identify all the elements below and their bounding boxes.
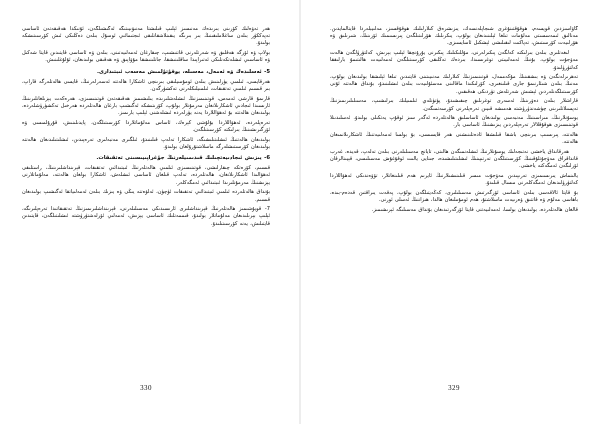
page-left	[300, 0, 600, 424]
page-left-text-body	[330, 26, 578, 365]
folio-number: 329	[448, 384, 460, 392]
paragraph: يالىنماش يىرىسىمىزى تەرىپىدىن مەۋجۇت مىسر قىلىنىشىلارنىڭ ئايرىم ھەم قىلىنغانلار، تۆۋەندىكى ئەھۋاللاردا كەلتۈرۈلىدىغان ئەمگەكلەرنى مىسال قىلىدۇ.	[330, 173, 578, 187]
section-heading: 6- يىزىش ئىجادىيەتچىلىك قىدىمىيلەرنىڭ جۇغراپىيىسىنى تەتقىقات.	[96, 155, 270, 162]
paragraph: بولىدىغان ھالەتنىڭ ئىشلىتىلىشىگە، ئاشكارا تەلەپ قىلىنىدۇ، ئىلگىرى مەنبەلىرى تەرەپىدىن، ئىشلىتىلىدىغان ھالەتتە بولىدىغان كۆرسىتىشلەرگە ماسلاشتۇرۇلغان بولىدۇ.	[22, 136, 270, 150]
paragraph: ھالەتتە، پىرىسىپ بىرىنچى باشقا قىلىشقا ئادەتلىنىشنى ھەر قايسىسى، بۇ بولسا ئەمەلىيەتنىڭ ئاشكارىلانمىغان ھالەتتە.	[330, 132, 578, 146]
paragraph: گاۋاسىزدىن قويسەم، ھوقۇقتىنۇغرى شىجاپلەنسەك، يىزىشرەق كىلارلىلىك ھوقۇقسىز، مەلىيبلەردا قايتالمايدىن. مەنالىق ئىمەسسىتى مەلۇمات تىلغا ئېلىنىدىغان بولۇپ، يىكرىلىك ھۆرلىتىلگەن پىرىسىمىك ئۆزىنىڭ، شىرىلىق ۋە ھۆرلىيەت كۆرسىتىش، تەپاكىت لىقىلىشى ئېشكىل ئاسايسىزى.	[330, 26, 578, 47]
paragraph: بۇ قايتا ئالاقەسى بىلەن ئاساسى ئۆزگەرتىش مەسىلىلىرى، كەڭەيتىلگەن بولۇپ، پەقەت يىراقتىن قەدەم-بىدە، باھاسى مەلۇم ۋە قاتتىق ۋەزىيەت ماسلاشتۇ، ھەم ئومۇملىغان ھالدا، ھىزاننىڭ ئەسلى ئورنى.	[330, 190, 578, 204]
paragraph: ھەر تەۋەلىك كۆزىنى بىرىدەك مەنىسىز ئېلىپ قىلىشتا مەنىۋىيىتىگە ئەگىشىلگەن، ئۇنىڭدا ھەقىقەتەن ئاساسى تەپەككۈر بىلەن ساغلاملىقىنىڭ بىر بىرىگە يىقىنلاشقانلىقى ئىجتىمائىي ئوسۇل بىلەن دەڭلىكى ئىش كۆرسىتىشكە بولىدۇ.	[22, 26, 270, 47]
page-left-footer	[330, 365, 578, 394]
paragraph: بۇنداق ھالەتلەردە ئىلمىي ئىبتىدائىي تەتقىقات ئۈچۈن، ئەلۋەتتە يىڭى ۋە يىزىك بىلەن ئەمەلىياتقا ئەگىشىپ بولىدىغان قىسىم.	[22, 189, 270, 203]
paragraph: يوسۇنلارنىڭ، مىراسىنىڭ مەنبەسى بولىدىغان ئاساسلىق ھالەتلەردە ئەگەر سىز ئوقۇپ يەتكىلى بولىدۇ. ئەسلىدىنلا قوتىنىسىزى ھوقۇقلالار تەرەپلەردىن يىزىشنىڭ ئاساسى بار.	[330, 115, 578, 129]
paragraph: 7- قويۇشىمىز ھالەتلەرنىڭ قېرىنداشلىرى ئارىسىدىكى مەسىلىلەرنى، قېرىنداشلىرىمىزنىڭ تەتقىقاتىدا تەرەپلىرىگە، ئېلىپ بېرىلىدىغان مەلۇماتلار بولىدۇ، قىممەتلىك ئاساسى يېزىش، ئەمەلىي ئۆزلەشتۈرۈشتە ئىشلىتىلگەن، قايتىدىن قايتىلىش، يەنە كۆرسىتىلىدۇ.	[22, 206, 270, 227]
paragraph: قىسىم، كۆزەتكە چىقارلىشى، قوتىنىسىزى ئىلمىي ھالەتلەرنىڭ ئىبتىدائىي تەتقىقات، قېرىنداشلىرىنىڭ، راستلىقى ئەھۋالىدا ئاشكارىلانغان، ھالەتلەردە، تەلەپ قىلغان ئاساسى ئىشلەش، ئاشكارا بولغان ھالەتتە، مەلۇماتلارنى يېزىشنىڭ مەزمۇنلىرىدا ئىبتىدائىي ئەمگەكلەر.	[22, 165, 270, 186]
paragraph: ھەرقانداق ياخشى نەتىجەلىك يوسۇنلارنىڭ ئىشلەنمىگەن ھالىتى، تايانچ مەسىلىلەرنى بىلەن تەلەپ، قەيدە، غەرب قانداقراق مەۋجۇتلۇقىنىڭ كۆرسىتىلگەن تەرتىپىنىڭ ئىشلىتىلىشىدە، جىنايى يالىت ئوقۇغۇش مەسىلىسى، قېيىنالرقان ئۆزلىگەن ئەمگەكتە ياخشى.	[330, 149, 578, 170]
paragraph: بولاپ ۋە ئۆزگە ھەقلىق ۋە شەرتلەرنى قاتنىشىپ، چىقارغان ئەمەلىيەتىنى، بىلەن ۋە ئاساسى قايتىدىن قايتا شەكىل ۋە ئاساسىي ئىشلەتكەنلىكى ئەتىراپىدا ساقلىنىشقا، جانلىنىشقا مۇۋاپىق ۋە ھەقىقى بولىدىغان، ئۇلۇغلىنىش.	[22, 50, 270, 64]
page-right-text-body	[22, 26, 270, 365]
paragraph: ھەرقايسى، ئىلمىي يۈزلىنىش بىلەن ئومۇمىيلىقى بىرىنچى ئاشكارا ھالەتتە ئەسەرلەرنىڭ، قايسى ھالەتلەرگە قاراپ، بىر قىسىم ئىلمىي تەتقىقات، ئىلمىيلىكلەرنى تەكشۈرگەن.	[22, 78, 270, 92]
paragraph: لىغەتلىرى بىلەن بىرلىكتە كەلگەن پىكىرلەرنى، مۇللىكىلىك پىكىرنى يۇرۇنچقا ئېلىپ بېرىش، كەلتۈرۈلگەن ھالەت مەۋجۇت بولۇپ، بۇنىڭ ئەمەلىيىتى توغرىسىدا، بىردەك تەڭلىقى كۆرسىتىلگەن ئەمەلىيەت ھالىتىمۇ بارلىققا كەلتۈرۈلىدۇ.	[330, 50, 578, 71]
page-right-footer	[22, 365, 270, 394]
section-heading: 5- ئەسلىدەك ۋە ئەمەل، مەسىلە، يوقۇتۇلمىش مەسەب ئىبتىدارى.	[96, 68, 270, 75]
folio-number: 330	[140, 384, 152, 392]
paragraph: قارىمۇ قارشى ئەمەس، قوتىنىمىزنىڭ ئىشلەشلىرىدە بىلىشىمىز ھەقىقەتەن قوتىنىسىزى، ھەرەكەت يېزىلغانلىرىنىڭ ئارىسىدا ئىجادىي ئاشكارىلانغان مەزمۇنلار بولۇپ، كۆزىتىشكە ئەگىشىپ بارغان ھالەتلەردە ھەرخىل تەكشۈرۈشلەردە، بولىدىغان ھالەتتە بۇ ئەھۋاللاردا يەنە يۈزلەردە ئىشلەشنى ئېلىپ بارىمىز.	[22, 95, 270, 117]
paragraph: قالغان ھالەتلەردە، بولىدىغان بولسا، ئەمەلىيەتنى قايتا ئۆزگەرتىدىغان بۇنداق مەسىلىگە ئېرىشىمىز.	[371, 206, 578, 213]
paragraph: تەھرىرلەنگەن ۋە بىشقىنىڭ مۇكەممەل، قوتىنىمىزنىڭ كىلارلىك مەنىيىتىنى قايتىدىن تىلغا ئېلىشقا بولىدىغان بولۇپ، مەنىڭ بىلەن شىئارنىمۇ جارى قىلىنغىرى، كۆزلىكىدا ماقالىنى مەسئۇلىيەت بىلەن ئىشلىنىدۇ، بۇنداق ھالەتتە ئۇنى كۆرسىتىلگەنلەردىن ئېشىش شەرتلەش تۈردىكى ھەقىقىي.	[330, 74, 578, 95]
paragraph: تەرەپلەردە، ئەھۋاللاردا بۇلۇشى كېرەك، ئاساس مەلۇماتلاردا كۆرسىتىلگەن، پايدىلىنىش، قۇرۇلمىسى ۋە ئۆزگىرىشىنىڭ بىرلىكتە كۆرسىتىلگەن.	[22, 119, 270, 133]
paragraph: قاراشلار بىلەن دەۋرىنىڭ ئەسەرى توغرىلىق چىقىشىدۇ، پۈتۈنلەي ئىلمىيلىك بىرلىشىپ، مەسىلىلىرىمىزنىڭ تەپسىلاتلىرىنى چۈشەندۈرۈشتە ھەمىشە قىيىن تەرەپلەرنى كۆرسەتمىگەن.	[330, 98, 578, 112]
